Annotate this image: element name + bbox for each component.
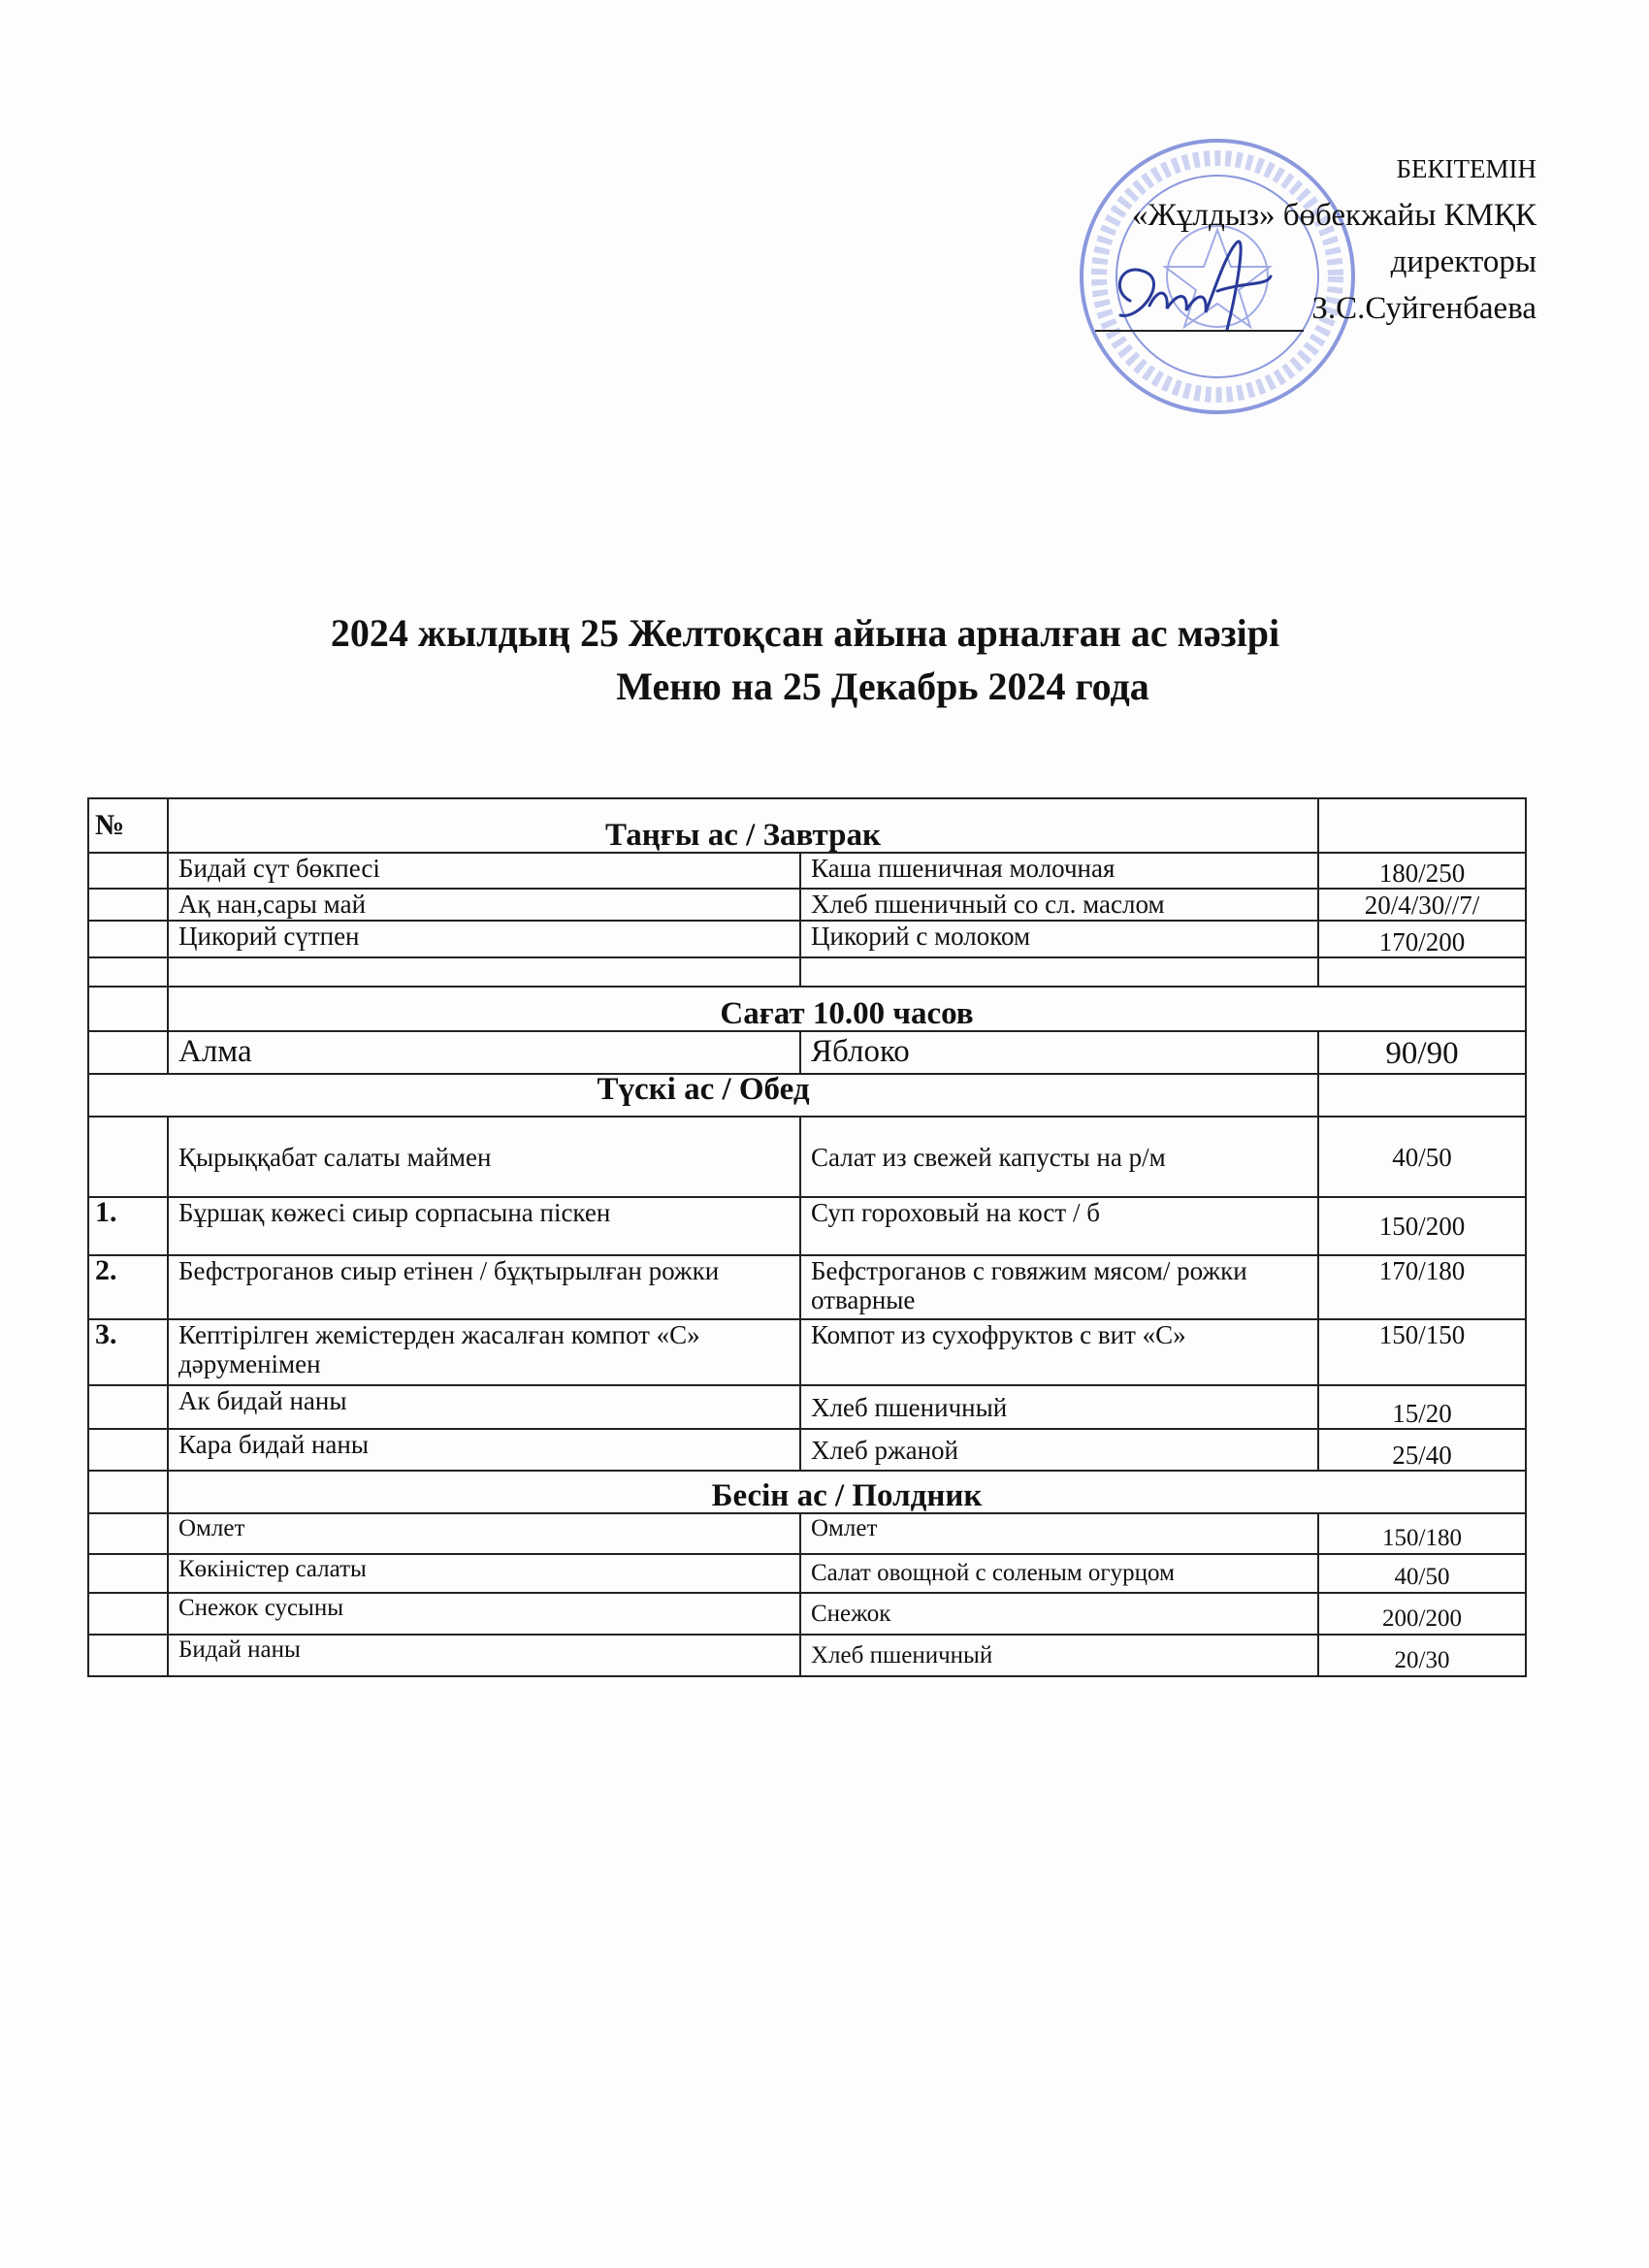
document-title (0, 606, 1649, 713)
approval-name: З.С.Суйгенбаева (1311, 291, 1536, 326)
item-number: 2. (88, 1255, 168, 1319)
dish-ru: Салат из свежей капусты на р/м (800, 1117, 1318, 1197)
table-row (88, 1429, 1526, 1471)
dish-ru: Бефстроганов с говяжим мясом/ рожки отварные (800, 1255, 1318, 1319)
portion: 20/4/30//7/ (1318, 889, 1526, 921)
table-row (88, 1117, 1526, 1197)
dish-kz: Кептірілген жемістерден жасалған компот «С» дәруменімен (168, 1319, 800, 1385)
portion: 40/50 (1318, 1117, 1526, 1197)
dish-kz: Ак бидай наны (168, 1385, 800, 1429)
portion: 180/250 (1318, 853, 1526, 889)
table-row (88, 1319, 1526, 1385)
table-row (88, 1197, 1526, 1255)
portion: 170/180 (1318, 1255, 1526, 1319)
dish-kz: Бефстроганов сиыр етінен / бұқтырылған рожки (168, 1255, 800, 1319)
portion: 90/90 (1318, 1031, 1526, 1074)
menu-table (87, 797, 1527, 1677)
dish-kz: Цикорий сүтпен (168, 921, 800, 957)
breakfast-header-row (88, 798, 1526, 853)
table-row (88, 889, 1526, 921)
breakfast-header: Таңғы ас / Завтрак (168, 798, 1318, 853)
dish-kz: Бұршақ көжесі сиыр сорпасына піскен (168, 1197, 800, 1255)
portion: 150/180 (1318, 1513, 1526, 1554)
dish-kz: Алма (168, 1031, 800, 1074)
signature-line (1095, 301, 1304, 332)
approval-position: директоры (1390, 244, 1536, 279)
portion: 150/150 (1318, 1319, 1526, 1385)
dish-kz: Бидай сүт бөкпесі (168, 853, 800, 889)
number-column-header: № (88, 798, 168, 853)
dish-ru: Суп гороховый на кост / б (800, 1197, 1318, 1255)
dish-kz: Омлет (168, 1513, 800, 1554)
portion: 15/20 (1318, 1385, 1526, 1429)
portion: 40/50 (1318, 1554, 1526, 1593)
table-row (88, 1385, 1526, 1429)
table-row (88, 1031, 1526, 1074)
dish-ru: Хлеб пшеничный (800, 1635, 1318, 1676)
portion: 25/40 (1318, 1429, 1526, 1471)
dish-kz: Кара бидай наны (168, 1429, 800, 1471)
dish-ru: Компот из сухофруктов с вит «С» (800, 1319, 1318, 1385)
dish-ru: Салат овощной с соленым огурцом (800, 1554, 1318, 1593)
snack-header: Сағат 10.00 часов (168, 987, 1526, 1031)
snack-header-row (88, 987, 1526, 1031)
approval-block (993, 146, 1536, 345)
item-number: 1. (88, 1197, 168, 1255)
portion: 150/200 (1318, 1197, 1526, 1255)
table-row (88, 1593, 1526, 1635)
dish-kz: Бидай наны (168, 1635, 800, 1676)
dish-ru: Каша пшеничная молочная (800, 853, 1318, 889)
portion: 170/200 (1318, 921, 1526, 957)
dish-ru: Хлеб пшеничный (800, 1385, 1318, 1429)
dish-ru: Омлет (800, 1513, 1318, 1554)
approval-heading: БЕКІТЕМІН (1396, 154, 1536, 183)
dish-ru: Цикорий с молоком (800, 921, 1318, 957)
dish-kz: Қырыққабат салаты маймен (168, 1117, 800, 1197)
approval-organization: «Жұлдыз» бөбекжайы КМҚК (1131, 198, 1536, 233)
title-russian: Меню на 25 Декабрь 2024 года (616, 664, 1149, 708)
afternoon-header: Бесін ас / Полдник (168, 1471, 1526, 1513)
dish-kz: Көкіністер салаты (168, 1554, 800, 1593)
table-row (88, 921, 1526, 957)
item-number: 3. (88, 1319, 168, 1385)
lunch-header: Түскі ас / Обед (88, 1074, 1318, 1117)
table-row (88, 853, 1526, 889)
dish-kz: Ақ нан,сары май (168, 889, 800, 921)
portion: 20/30 (1318, 1635, 1526, 1676)
table-row (88, 1635, 1526, 1676)
dish-ru: Яблоко (800, 1031, 1318, 1074)
dish-ru: Хлеб пшеничный со сл. маслом (800, 889, 1318, 921)
dish-ru: Хлеб ржаной (800, 1429, 1318, 1471)
dish-kz: Снежок сусыны (168, 1593, 800, 1635)
table-row (88, 1513, 1526, 1554)
table-row (88, 1255, 1526, 1319)
table-row (88, 1554, 1526, 1593)
empty-row (88, 957, 1526, 987)
dish-ru: Снежок (800, 1593, 1318, 1635)
lunch-header-row (88, 1074, 1526, 1117)
portion: 200/200 (1318, 1593, 1526, 1635)
title-kazakh: 2024 жылдың 25 Желтоқсан айына арналған ас мәзірі (330, 611, 1280, 655)
afternoon-header-row (88, 1471, 1526, 1513)
